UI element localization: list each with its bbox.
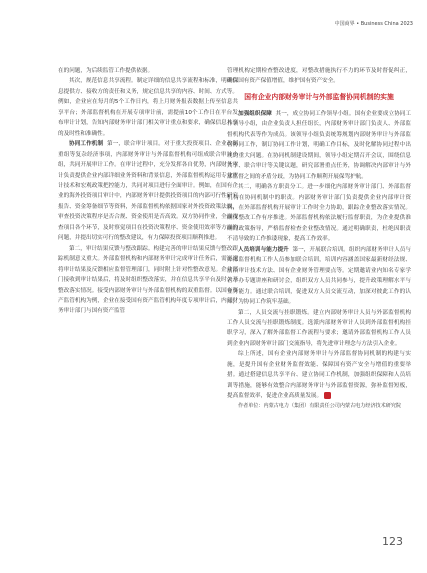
paragraph: 第二，审计结果反馈与整改跟踪。构建完善的审计结果反馈与整改跟踪机制意义重大。外部监督机构和内部财务审计完成审计任务后，需迅速将审计结果及反馈相应监督管理部门，同时附上针对性整改意见。企业部门接收到审计结果后，将及时组织整改落实，并在信息共享平台及时公开整改落实情况。接受内部财务审计与外部监督机构的双重监督。以国有资产监管机构为例，企业在接受国有资产监管机构年度专项审计后，内部财务审计部门与国有资产监管 <box>58 245 238 315</box>
page-header <box>307 0 427 34</box>
author-affiliation: 作者单位：内蒙古电力（集团）有限责任公司内蒙古电力经济技术研究院 <box>238 402 402 409</box>
paragraph-text: 综上所述，国有企业内部财务审计与外部监督协同机制的构建与实施，是提升国有企业财务监督效能、保障国有资产安全与增值的重要举措。通过搭建信息共享平台、建立协同工作机制，加强组织保障和人员培训等措施，能够有效整合内部财务审计与外部监督资源，弥补监督短板，提高监督效率，促进企业高质量发展。 <box>227 351 411 400</box>
left-column <box>58 66 238 317</box>
subheading: 人员培训与能力提升 <box>238 246 289 253</box>
right-column <box>227 66 411 411</box>
paragraph <box>227 349 411 401</box>
subheading: 加强组织保障 <box>238 110 272 117</box>
paragraph: 其二，明确各方职责分工。进一步细化内部财务审计部门、外部监督机构在协同机制中的职责。内部财务审计部门负责提供企业内部审计资料，在外部监督机构开展审计工作时全力协助，跟踪企业整改落实情况。确保整改工作有序推进。外部监督机构依法履行监督职责，为企业提供准确的政策指导，严格监督检查企业整改情况。通过明确职责，杜绝因职责不清导致的工作推诿现象，提高工作效率。 <box>227 184 411 243</box>
paragraph <box>227 109 411 182</box>
subheading: 协同工作机制 <box>69 141 104 148</box>
journal-title: 中国商界 • Business China 2023 <box>334 21 413 27</box>
section-heading: 国有企业内部财务审计与外部监督协同机制的实施 <box>244 92 394 101</box>
paragraph-text: 其一，成立协同工作领导小组。国有企业要成立协同工作领导小组，由企业负责人担任组长，内部财务审计部门负责人、外部监督机构代表等作为成员。该领导小组负责统筹规划内部财务审计与外部监督协同工作，制订协同工作计划，明确工作目标，及时化解协同过程中出现的重大问题。在协同机制建设期间，领导小组定期召开会议，围绕信息共享、联合审计等关键议题，研究部署重点任务，协调解决内部审计与外部监督之间的矛盾分歧，为协同工作顺利开展保驾护航。 <box>227 110 411 180</box>
paragraph <box>227 245 411 308</box>
paragraph <box>58 139 238 244</box>
paragraph: 在的问题，为后续监管工作提供依据。 <box>58 68 154 74</box>
paragraph: 其次，规范信息共享流程。制定详细的信息共享流程和标准，明确信息提供方、接收方的责任和义务，规定信息共享的内容、时间、方式等。例如，企业应在每月的5个工作日内，将上月财务报表数据上传至信息共享平台；外部监督机构在开展专项审计前，需提前10个工作日在平台发布审计计划，告知内部财务审计部门相关审计重点和要求，确保信息共享的及时性和准确性。 <box>58 78 238 137</box>
paragraph: 管理机构定期检查整改进度，对整改措施执行不力的环节及时督促纠正，确保国有资产保值增值，维护国有资产安全。 <box>227 68 411 85</box>
paragraph: 第二，人员交流与挂职锻炼。建立内部财务审计人员与外部监督机构工作人员交流与挂职锻炼制度。选派内部财务审计人员到外部监督机构挂职学习，深入了解外部监督工作流程与要求；邀请外部监督机构工作人员到企业内部财务审计部门交流指导，将先进审计理念与方法引入企业。 <box>227 309 411 347</box>
end-mark-icon <box>324 392 331 399</box>
paragraph-text: 第一，开展联合培训。组织内部财务审计人员与外部监督机构工作人员参加联合培训，培训内容涵盖国家最新财经法规、前沿审计技术方法、国有企业财务管理要点等。定期邀请业内知名专家学者举办专题讲座和研讨会，组织双方人员共同参与，提升政策理解水平与业务能力。通过联合培训，促进双方人员交流互动，加深对彼此工作的认知，为协同工作筑牢基础。 <box>227 246 411 306</box>
page-number: 123 <box>382 535 403 548</box>
paragraph-text: 第一，联合审计项目。对于重大投资项目、企业改制重组等复杂经济事项，内部财务审计与外部监督机构可组成联合审计小组，共同开展审计工作。在审计过程中，充分发挥各自优势，内部财务审计负责提供企业内部详细业务资料和背景信息，外部监督机构运用专业审计技术和宏观政策把控能力，共同对项目进行全面审计。例如，在国有企业的海外投资项目审计中，内部财务审计提供投资项目的内部可行性研究报告、资金筹备细节等资料，外部监督机构依据国家对外投资政策法规，审查投资决策程序是否合规、资金使用是否高效。双方协同作业，全面审查项目各个环节，及时察觉项目在投资决策程序、资金使用效率等方面的问题，并提出切实可行的整改建议，有力保障投资项目顺利推进。 <box>58 141 238 242</box>
